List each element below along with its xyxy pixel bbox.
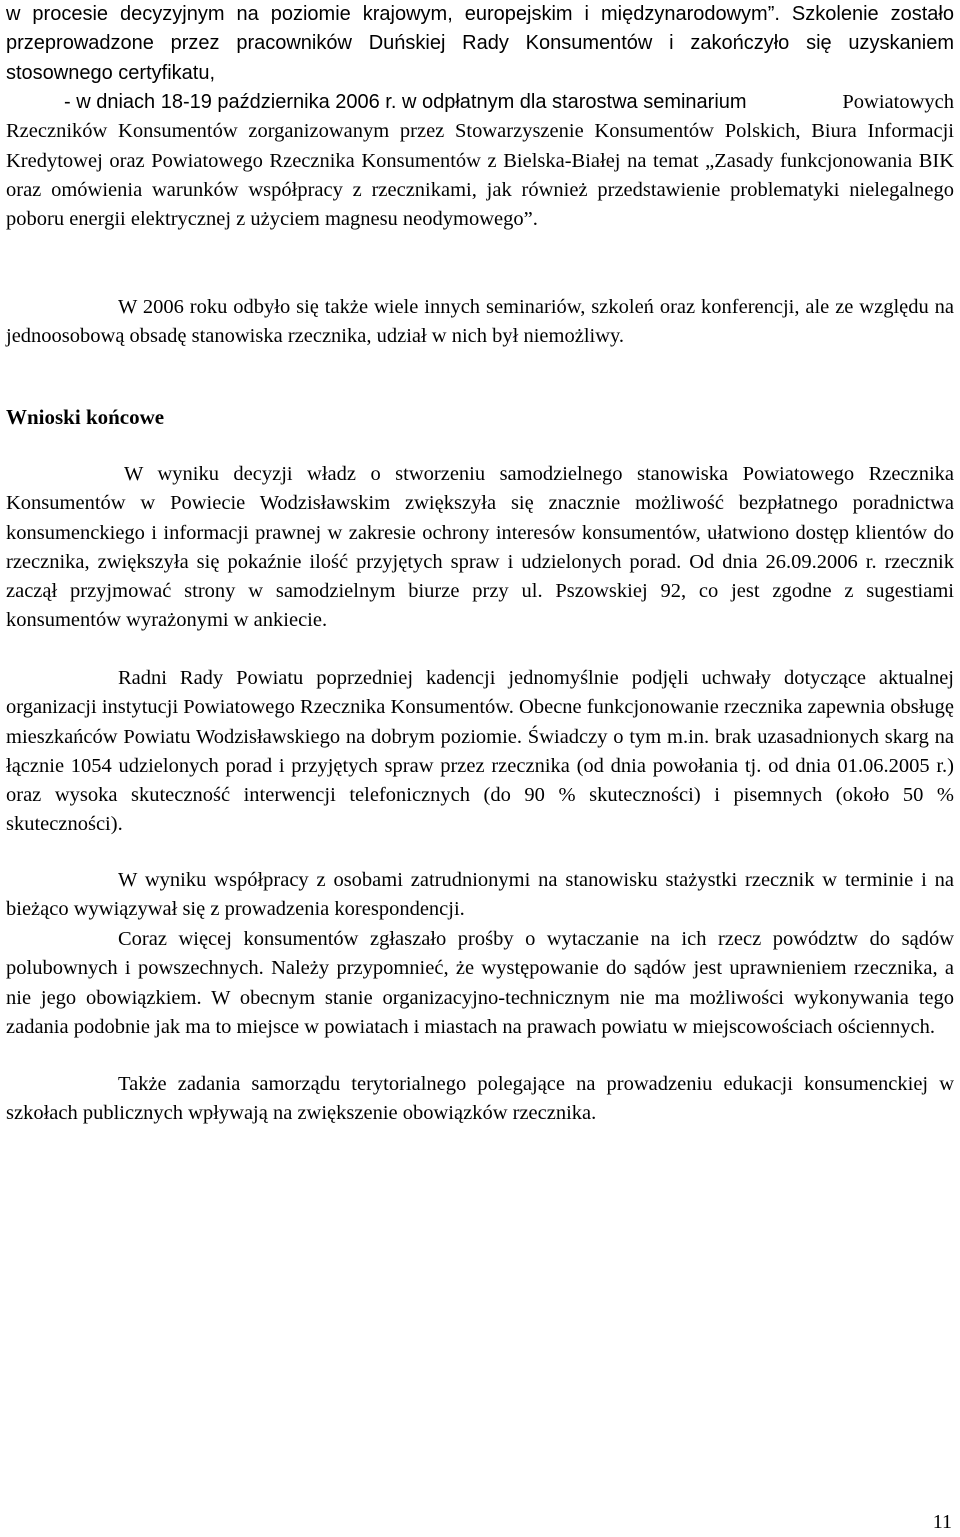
intro-paragraph: w procesie decyzyjnym na poziomie krajowym, europejskim i międzynarodowym”. Szkolenie zostało przeprowadzone przez pracowników Duńskiej Rady Konsumentów i zakończyło się uzyskaniem stosownego certyfikatu, (6, 3, 954, 84)
section-heading: Wnioski końcowe (6, 405, 165, 429)
seminars-paragraph: W 2006 roku odbyło się także wiele innych seminariów, szkoleń oraz konferencji, ale ze względu na jednoosobową obsadę stanowiska rzecznika, udział w nich był niemożliwy. (6, 296, 954, 348)
conclusion-paragraph-2: Radni Rady Powiatu poprzedniej kadencji jednomyślnie podjęli uchwały dotyczące aktualnej organizacji instytucji Powiatowego Rzecznika Konsumentów. Obecne funkcjonowanie rzecznika zapewnia obsługę mieszkańców Powiatu Wodzisławskiego na dobrym poziomie. Świadczy o tym m.in. brak uzasadnionych skarg na łącznie 1054 udzielonych porad i przyjętych spraw przez rzecznika (od dnia powołania tj. od dnia 01.06.2005 r.) oraz wysoka skuteczność interwencji telefonicznych (do 90 % skuteczności) i pisemnych (około 50 % skuteczności). (6, 667, 954, 836)
bullet-rest: Powiatowych Rzeczników Konsumentów zorganizowanym przez Stowarzyszenie Konsumentów Polskich, Biura Informacji Kredytowej oraz Powiatowego Rzecznika Konsumentów z Bielska-Białej na temat „Zasady funkcjonowania BIK oraz omówienia warunków współpracy z rzecznikami, jak również przedstawienie problematyki nielegalnego poboru energii elektrycznej z użyciem magnesu neodymowego”. (6, 91, 954, 231)
conclusion-paragraph-4: Coraz więcej konsumentów zgłaszało prośby o wytaczanie na ich rzecz powództw do sądów polubownych i powszechnych. Należy przypomnieć, że występowanie do sądów jest uprawnieniem rzecznika, a nie jego obowiązkiem. W obecnym stanie organizacyjno-technicznym nie ma możliwości wykonywania tego zadania podobnie jak ma to miejsce w powiatach i miastach na prawach powiatu w miejscowościach ościennych. (6, 928, 954, 1038)
conclusion-paragraph-5: Także zadania samorządu terytorialnego polegające na prowadzeniu edukacji konsumenckiej w szkołach publicznych wpływają na zwiększenie obowiązków rzecznika. (6, 1073, 954, 1125)
page-number: 11 (932, 1511, 952, 1533)
bullet-lead: - w dniach 18-19 października 2006 r. w odpłatnym dla starostwa seminarium (64, 91, 747, 113)
bullet-paragraph (6, 88, 954, 234)
conclusion-paragraph-3: W wyniku współpracy z osobami zatrudnionymi na stanowisku stażystki rzecznik w terminie i na bieżąco wywiązywał się z prowadzenia korespondencji. (6, 869, 954, 921)
conclusion-paragraph-1: W wyniku decyzji władz o stworzeniu samodzielnego stanowiska Powiatowego Rzecznika Konsumentów w Powiecie Wodzisławskim zwiększyła się znacznie możliwość bezpłatnego poradnictwa konsumenckiego i informacji prawnej w zakresie ochrony interesów konsumentów, ułatwiono dostęp klientów do rzecznika, zwiększyła się pokaźnie ilość przyjętych spraw i udzielonych porad. Od dnia 26.09.2006 r. rzecznik zaczął przyjmować strony w samodzielnym biurze przy ul. Pszowskiej 92, co jest zgodne z sugestiami konsumentów wyrażonymi w ankiecie. (6, 463, 954, 632)
